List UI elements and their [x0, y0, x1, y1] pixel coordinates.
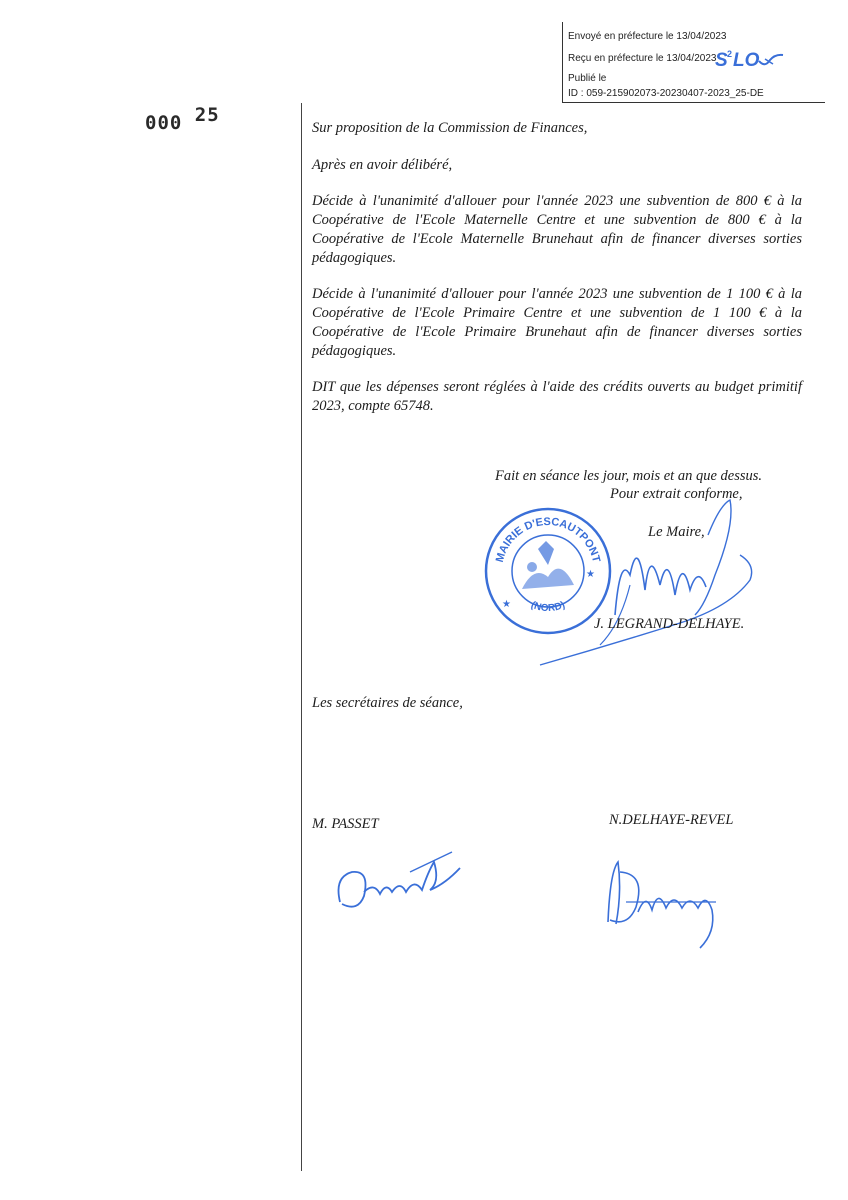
paragraph-proposition: Sur proposition de la Commission de Finances,	[312, 120, 588, 136]
margin-rule	[301, 103, 302, 1171]
stamp-id: ID : 059-215902073-20230407-2023_25-DE	[568, 88, 764, 99]
svg-text:★: ★	[586, 569, 595, 580]
svg-text:MAIRIE D'ESCAUTPONT: MAIRIE D'ESCAUTPONT	[493, 515, 603, 564]
paragraph-budget: DIT que les dépenses seront réglées à l'aide des crédits ouverts au budget primitif 2023, compte 65748.	[312, 379, 802, 414]
svg-text:LO: LO	[733, 50, 760, 71]
delhaye-revel-signature	[596, 852, 731, 952]
document-number-main: 000	[145, 112, 183, 134]
svg-text:2: 2	[727, 49, 733, 59]
mayor-signature	[520, 495, 760, 675]
paragraph-decision-maternelle: Décide à l'unanimité d'allouer pour l'année 2023 une subvention de 800 € à la Coopérative de l'Ecole Maternelle Centre et une subvention de 800 € à la Coopérative de l'Ecole Maternelle Brunehaut afin de financer diverses sorties pédagogiques.	[312, 193, 802, 266]
closing-line: Fait en séance les jour, mois et an que dessus.	[495, 468, 763, 484]
secretaries-heading: Les secrétaires de séance,	[312, 695, 463, 711]
stamp-sent: Envoyé en préfecture le 13/04/2023	[568, 31, 727, 42]
mayor-title: Le Maire,	[648, 524, 705, 540]
document-number	[145, 104, 220, 134]
paragraph-decision-primaire: Décide à l'unanimité d'allouer pour l'année 2023 une subvention de 1 100 € à la Coopérative de l'Ecole Primaire Centre et une subvention de 1 100 € à la Coopérative de l'Ecole Primaire Brunehaut afin de financer diverses sorties pédagogiques.	[312, 286, 802, 359]
document-number-suffix: 25	[194, 104, 220, 126]
closing-conform: Pour extrait conforme,	[610, 486, 743, 502]
prefecture-stamp	[562, 22, 825, 103]
secretary-left-name: M. PASSET	[312, 816, 379, 832]
mayor-name: J. LEGRAND-DELHAYE.	[594, 616, 745, 632]
stamp-received: Reçu en préfecture le 13/04/2023	[568, 53, 717, 64]
secretary-right-name: N.DELHAYE-REVEL	[609, 812, 734, 828]
s2lo-logo	[715, 46, 785, 74]
paragraph-deliberation: Après en avoir délibéré,	[312, 157, 453, 173]
passet-signature	[330, 832, 470, 917]
svg-text:S: S	[715, 50, 728, 71]
stamp-published: Publié le	[568, 73, 607, 84]
svg-text:★: ★	[502, 599, 511, 610]
svg-text:(NORD): (NORD)	[529, 599, 567, 615]
